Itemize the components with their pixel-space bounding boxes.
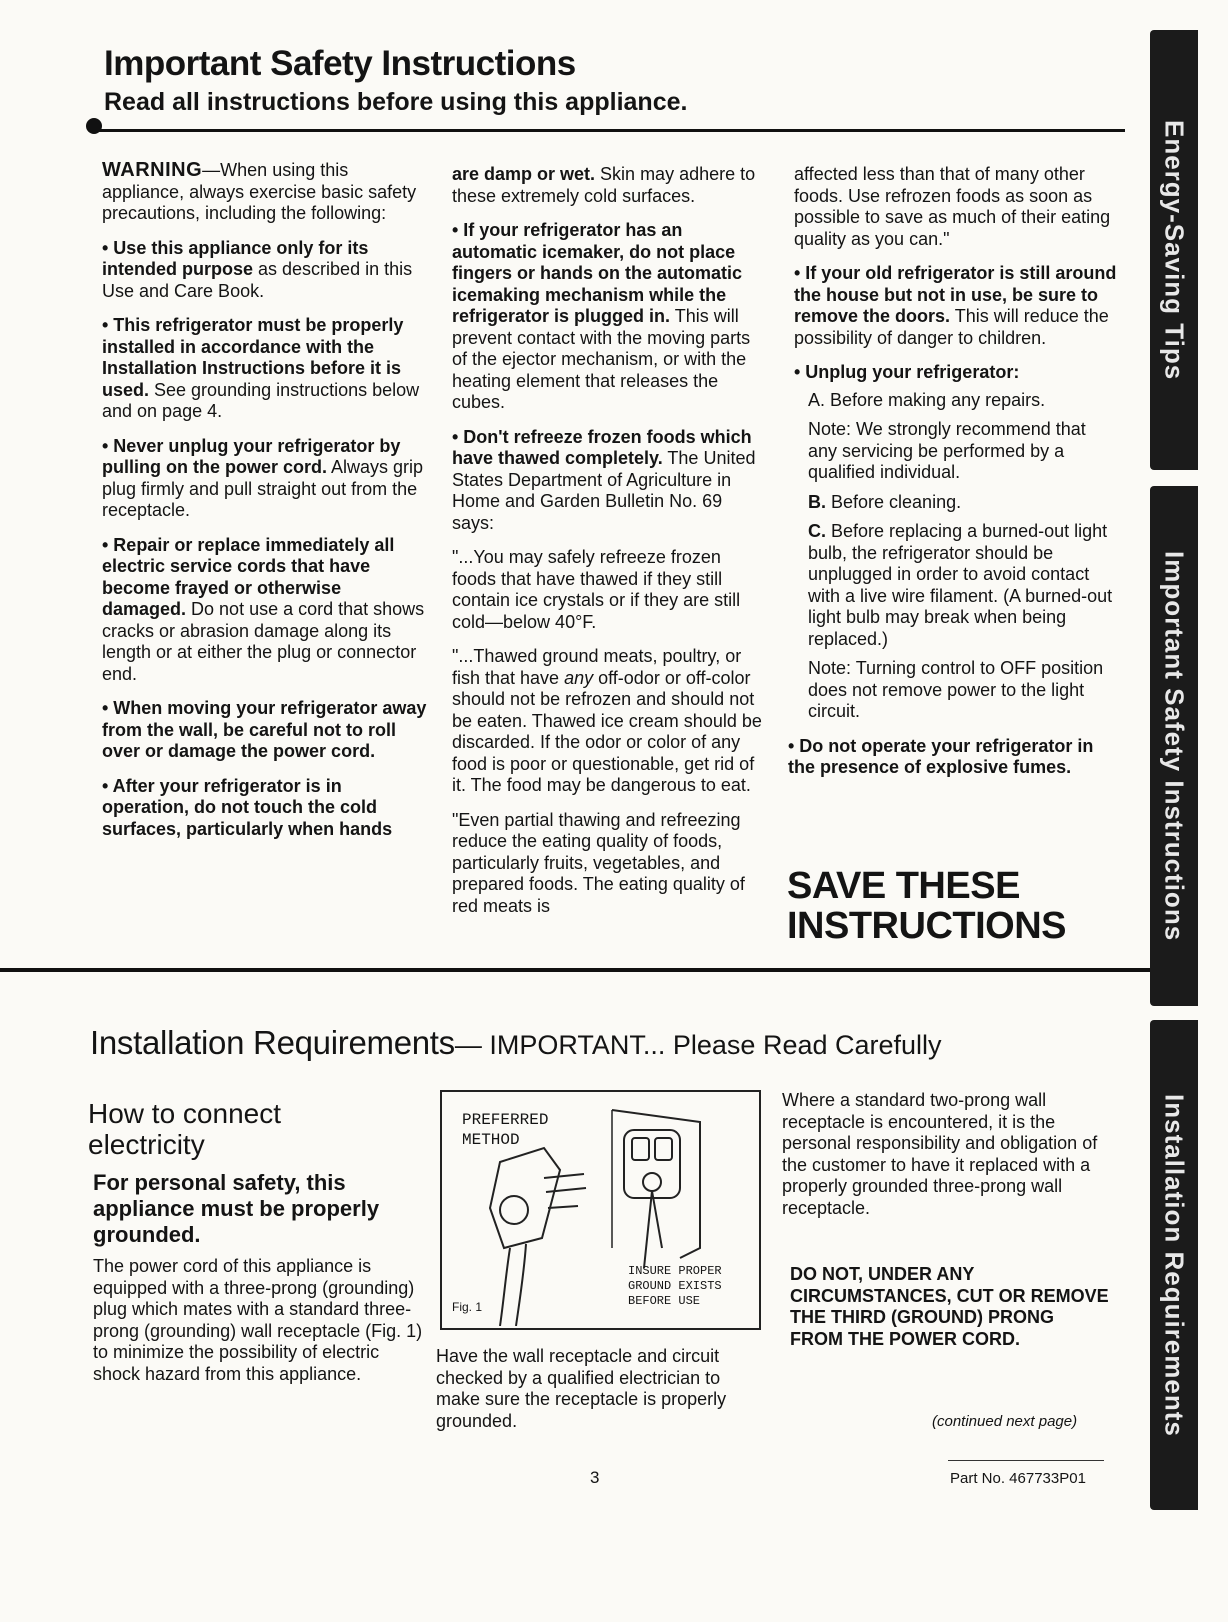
safety-column-1 — [102, 160, 427, 853]
quote-paragraph: "...You may safely refreeze frozen foods that have thawed if they still contain ice crystals or if they are still cold—below 40°F. — [452, 547, 741, 632]
item-label: C. — [808, 521, 826, 541]
item-text: Before making any repairs. — [825, 389, 1046, 410]
safety-item-bold: • Unplug your refrigerator: — [794, 362, 1020, 382]
quote-text: off-odor or off-color should not be refrozen and should not be eaten. Thawed ice cream should be discarded. If the odor or color of any food is poor or questionable, get rid of it. The food may be dangerous to eat. — [452, 667, 762, 795]
safety-item-text: This will reduce the possibility of danger to children. — [794, 306, 1109, 348]
safety-item-bold: are damp or wet. — [452, 164, 596, 184]
header-rule — [90, 129, 1125, 132]
section-rule — [0, 968, 1150, 972]
grounding-heading: For personal safety, this appliance must be properly grounded. — [93, 1170, 380, 1247]
safety-item-bold: • Don't refreeze frozen foods which have thawed completely. — [452, 426, 752, 468]
quote-paragraph: "Even partial thawing and refreezing reduce the eating quality of foods, particularly fruits, vegetables, and prepared foods. The eating quality of red meats is — [452, 809, 745, 916]
page-number: 3 — [590, 1468, 600, 1487]
safety-item-bold: • Do not operate your refrigerator in the presence of explosive fumes. — [788, 735, 1094, 777]
figure-caption-line: INSURE PROPER — [628, 1264, 722, 1278]
safety-item — [452, 164, 767, 207]
side-tab-installation[interactable] — [1150, 1020, 1198, 1510]
safety-item — [102, 535, 427, 686]
safety-column-3 — [788, 164, 1119, 792]
safety-item-text: The United States Department of Agriculture in Home and Garden Bulletin No. 69 says: — [452, 448, 756, 533]
safety-item-bold: • Use this appliance only for its intended purpose — [102, 237, 369, 279]
side-tab-label: Important Safety Instructions — [1159, 550, 1190, 942]
save-instructions-heading — [787, 866, 1066, 946]
installation-title-main: Installation Requirements — [90, 1024, 455, 1061]
safety-item-bold: • If your refrigerator has an automatic icemaker, do not place fingers or hands on the automatic icemaking mechanism while the refrigerator is plugged in. — [452, 220, 743, 326]
safety-item — [102, 776, 427, 841]
power-cord-paragraph: The power cord of this appliance is equipped with a three-prong (grounding) plug which mates with a standard three-prong (grounding) wall receptacle (Fig. 1) to minimize the possibility of electric shock hazard from this appliance. — [93, 1256, 423, 1384]
safety-item-text: Do not use a cord that shows cracks or abrasion damage along its length or at either the plug or connector end. — [102, 599, 425, 684]
quote-paragraph — [452, 646, 767, 797]
figure-caption-preferred — [462, 1110, 548, 1150]
two-prong-paragraph: Where a standard two-prong wall receptacle is encountered, it is the personal responsibility and obligation of the customer to have it replaced with a properly grounded three-prong wall receptacle. — [782, 1090, 1098, 1218]
page-title: Important Safety Instructions — [104, 44, 576, 83]
safety-item — [102, 698, 427, 763]
figure-label: Fig. 1 — [452, 1300, 483, 1314]
side-tab-label: Installation Requirements — [1159, 1093, 1190, 1437]
safety-item — [102, 315, 427, 423]
safety-item-bold: • After your refrigerator is in operation, do not touch the cold surfaces, particularly when hands — [102, 775, 393, 839]
installation-title — [90, 1024, 942, 1062]
safety-item — [788, 736, 1119, 779]
unplug-item-b — [808, 492, 1119, 514]
save-line-2: INSTRUCTIONS — [787, 905, 1066, 947]
item-text: Before replacing a burned-out light bulb, the refrigerator should be unplugged in order to avoid contact with a live wire filament. (A burned-out light bulb may break when being replaced.) — [808, 521, 1113, 649]
note-paragraph: Note: We strongly recommend that any servicing be performed by a qualified individual. — [808, 419, 1086, 482]
side-tab-label: Energy-Saving Tips — [1159, 119, 1190, 381]
safety-item-text: See grounding instructions below and on page 4. — [102, 379, 420, 421]
figure-caption-line: PREFERRED — [462, 1111, 549, 1129]
safety-item-bold: • This refrigerator must be properly installed in accordance with the Installation Instructions before it is used. — [102, 315, 404, 400]
warning-paragraph — [102, 160, 427, 225]
safety-item — [452, 220, 767, 414]
safety-item-bold: • When moving your refrigerator away from the wall, be careful not to roll over or damage the power cord. — [102, 698, 427, 761]
safety-item — [102, 436, 427, 522]
safety-item — [794, 362, 1119, 384]
safety-item-text: as described in this Use and Care Book. — [102, 259, 413, 301]
part-number: Part No. 467733P01 — [950, 1470, 1086, 1487]
item-label: B. — [808, 491, 826, 512]
safety-item-bold: • Never unplug your refrigerator by pulling on the power cord. — [102, 435, 401, 477]
safety-item-bold: • If your old refrigerator is still around the house but not in use, be sure to remove the doors. — [794, 263, 1117, 326]
installation-title-rest: — IMPORTANT... Please Read Carefully — [454, 1030, 942, 1060]
unplug-item-c — [808, 521, 1119, 650]
note-paragraph: Note: Turning control to OFF position does not remove power to the light circuit. — [808, 658, 1104, 721]
safety-item — [452, 427, 767, 535]
safety-item — [794, 263, 1119, 349]
item-text: Before cleaning. — [826, 491, 962, 512]
unplug-item-a — [808, 390, 1119, 412]
figure-caption-line: BEFORE USE — [628, 1294, 701, 1308]
receptacle-check-paragraph: Have the wall receptacle and circuit checked by a qualified electrician to make sure the receptacle is properly grounded. — [436, 1346, 727, 1431]
quote-paragraph: affected less than that of many other foods. Use refrozen foods as soon as possible to save as much of their eating quality as you can." — [794, 164, 1111, 249]
safety-column-2 — [452, 164, 767, 930]
figure-caption-line: METHOD — [462, 1131, 520, 1149]
save-line-1: SAVE THESE — [787, 865, 1020, 907]
quote-text: "...Thawed ground meats, poultry, or fish that have — [452, 646, 742, 688]
figure-caption-line: GROUND EXISTS — [628, 1279, 722, 1293]
safety-item — [102, 238, 427, 303]
side-tab-safety[interactable] — [1150, 486, 1198, 1006]
do-not-cut-warning: DO NOT, UNDER ANY CIRCUMSTANCES, CUT OR REMOVE THE THIRD (GROUND) PRONG FROM THE POWER CORD. — [790, 1264, 1109, 1349]
side-tab-energy-saving[interactable] — [1150, 30, 1198, 470]
safety-item-bold: • Repair or replace immediately all electric service cords that have become frayed or otherwise damaged. — [102, 534, 395, 619]
safety-item-text: This will prevent contact with the moving parts of the ejector mechanism, or with the heating element that releases the cubes. — [452, 306, 751, 412]
figure-caption-insure — [628, 1264, 722, 1309]
safety-item-text: Always grip plug firmly and pull straight out from the receptacle. — [102, 457, 424, 520]
page-subtitle: Read all instructions before using this appliance. — [104, 88, 688, 116]
quote-emphasis: any — [564, 667, 594, 688]
warning-text: —When using this appliance, always exercise basic safety precautions, including the following: — [102, 160, 417, 223]
part-number-rule — [948, 1460, 1104, 1461]
continued-note: (continued next page) — [932, 1413, 1078, 1430]
warning-heading: WARNING — [102, 159, 203, 181]
safety-item-text: Skin may adhere to these extremely cold surfaces. — [452, 164, 756, 206]
item-label: A. — [808, 389, 826, 410]
howto-heading: How to connect electricity — [88, 1098, 281, 1160]
